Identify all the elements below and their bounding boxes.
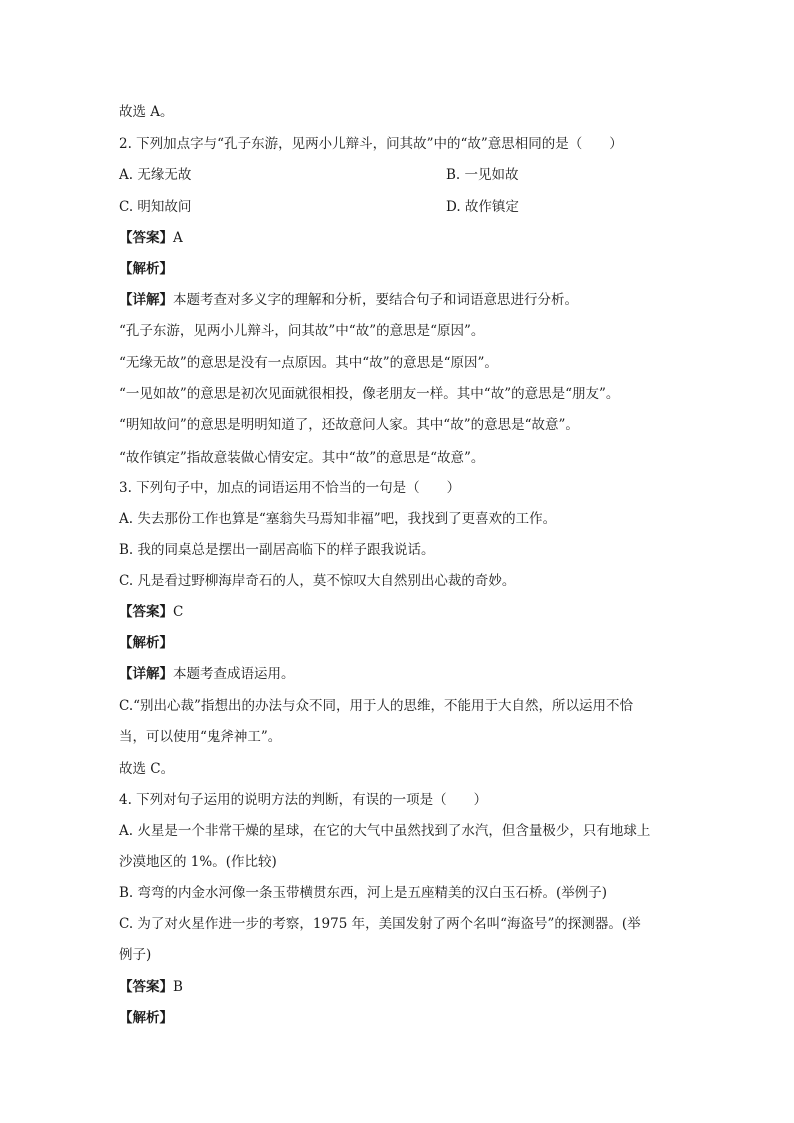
q3-analysis-tag: 【解析】 xyxy=(119,635,173,651)
q3-option-b: B. 我的同桌总是摆出一副居高临下的样子跟我说话。 xyxy=(119,542,435,558)
q2-analysis-tag: 【解析】 xyxy=(119,261,173,277)
q4-stem: 4. 下列对句子运用的说明方法的判断，有误的一项是（ ） xyxy=(119,792,488,808)
q4-answer xyxy=(119,978,183,996)
q4-option-a-1: A. 火星是一个非常干燥的星球，在它的大气中虽然找到了水汽，但含量极少，只有地球上 xyxy=(119,823,651,839)
answer-tag: 【答案】 xyxy=(119,979,173,995)
detail-tag: 【详解】 xyxy=(119,666,173,682)
q2-stem: 2. 下列加点字与“孔子东游，见两小儿辩斗，问其故”中的“故”意思相同的是（ ） xyxy=(119,136,623,152)
detail-text: 本题考查对多义字的理解和分析，要结合句子和词语意思进行分析。 xyxy=(173,292,578,308)
q4-option-b: B. 弯弯的内金水河像一条玉带横贯东西，河上是五座精美的汉白玉石桥。(举例子) xyxy=(119,885,608,901)
q3-option-c: C. 凡是看过野柳海岸奇石的人，莫不惊叹大自然别出心裁的奇妙。 xyxy=(119,573,516,589)
q2-answer xyxy=(119,229,183,247)
answer-value: B xyxy=(173,979,183,995)
q2-line-5: “故作镇定”指故意装做心情安定。其中“故”的意思是“故意”。 xyxy=(119,450,485,466)
q3-stem: 3. 下列句子中，加点的词语运用不恰当的一句是（ ） xyxy=(119,480,461,496)
q4-option-c-1: C. 为了对火星作进一步的考察，1975 年，美国发射了两个名叫“海盗号”的探测器。(举 xyxy=(119,916,641,932)
q3-end: 故选 C。 xyxy=(119,761,175,777)
q2-line-2: “无缘无故”的意思是没有一点原因。其中“故”的意思是“原因”。 xyxy=(119,355,498,371)
q2-line-1: “孔子东游，见两小儿辩斗，问其故”中“故”的意思是“原因”。 xyxy=(119,323,485,339)
q3-detail xyxy=(119,665,295,683)
q2-line-3: “一见如故”的意思是初次见面就很相投，像老朋友一样。其中“故”的意思是“朋友”。 xyxy=(119,386,620,402)
q3-option-a: A. 失去那份工作也算是“塞翁失马焉知非福”吧，我找到了更喜欢的工作。 xyxy=(119,511,557,527)
q3-answer xyxy=(119,603,183,621)
q2-detail xyxy=(119,291,578,309)
q2-option-b: B. 一见如故 xyxy=(446,167,519,183)
q4-analysis-tag: 【解析】 xyxy=(119,1010,173,1026)
q3-explain-1: C.“别出心裁”指想出的办法与众不同，用于人的思维，不能用于大自然，所以运用不恰 xyxy=(119,698,633,714)
q1-end: 故选 A。 xyxy=(119,104,174,120)
q4-option-c-2: 例子) xyxy=(119,947,152,963)
answer-tag: 【答案】 xyxy=(119,604,173,620)
q2-option-d: D. 故作镇定 xyxy=(446,199,519,215)
q4-option-a-2: 沙漠地区的 1%。(作比较) xyxy=(119,854,277,870)
q3-explain-2: 当，可以使用“鬼斧神工”。 xyxy=(119,729,282,745)
detail-text: 本题考查成语运用。 xyxy=(173,666,295,682)
q2-line-4: “明知故问”的意思是明明知道了，还故意问人家。其中“故”的意思是“故意”。 xyxy=(119,417,579,433)
detail-tag: 【详解】 xyxy=(119,292,173,308)
answer-value: C xyxy=(173,604,184,620)
q2-option-c: C. 明知故问 xyxy=(119,199,192,215)
answer-value: A xyxy=(173,230,183,246)
answer-tag: 【答案】 xyxy=(119,230,173,246)
q2-option-a: A. 无缘无故 xyxy=(119,167,192,183)
